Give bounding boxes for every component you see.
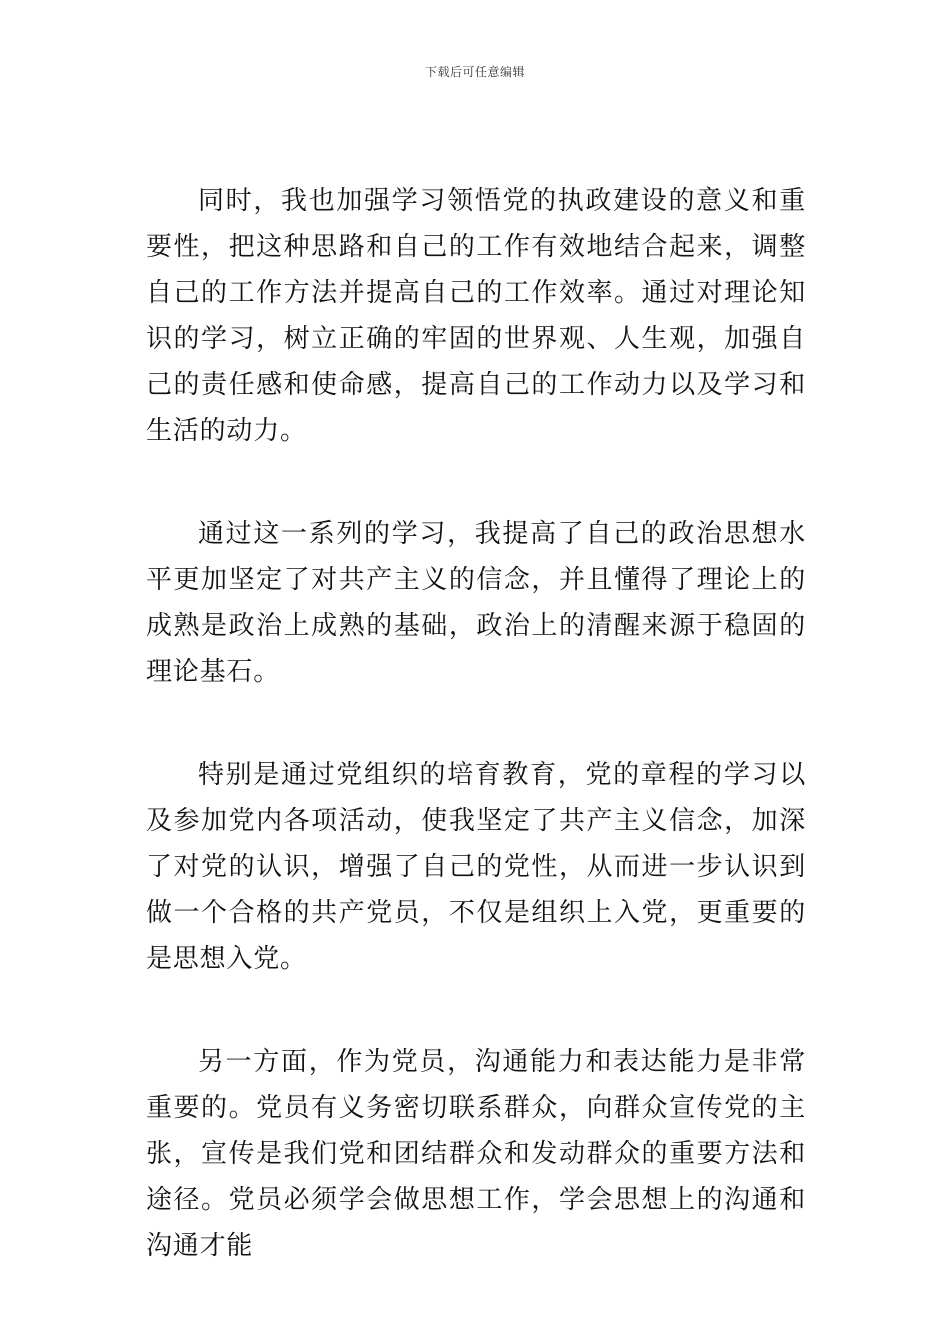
paragraph: 通过这一系列的学习，我提高了自己的政治思想水平更加坚定了对共产主义的信念，并且懂得了理论上的成熟是政治上成熟的基础，政治上的清醒来源于稳固的理论基石。 (146, 519, 806, 687)
paragraph: 特别是通过党组织的培育教育，党的章程的学习以及参加党内各项活动，使我坚定了共产主义信念，加深了对党的认识，增强了自己的党性，从而进一步认识到做一个合格的共产党员，不仅是组织上入党，更重要的是思想入党。 (146, 760, 806, 974)
header-note: 下载后可任意编辑 (424, 65, 525, 79)
document-body (146, 178, 806, 1326)
paragraph: 同时，我也加强学习领悟党的执政建设的意义和重要性，把这种思路和自己的工作有效地结合起来，调整自己的工作方法并提高自己的工作效率。通过对理论知识的学习，树立正确的牢固的世界观、人生观，加强自己的责任感和使命感，提高自己的工作动力以及学习和生活的动力。 (146, 186, 806, 446)
paragraph: 另一方面，作为党员，沟通能力和表达能力是非常重要的。党员有义务密切联系群众，向群众宣传党的主张，宣传是我们党和团结群众和发动群众的重要方法和途径。党员必须学会做思想工作，学会思想上的沟通和沟通才能 (146, 1047, 806, 1261)
